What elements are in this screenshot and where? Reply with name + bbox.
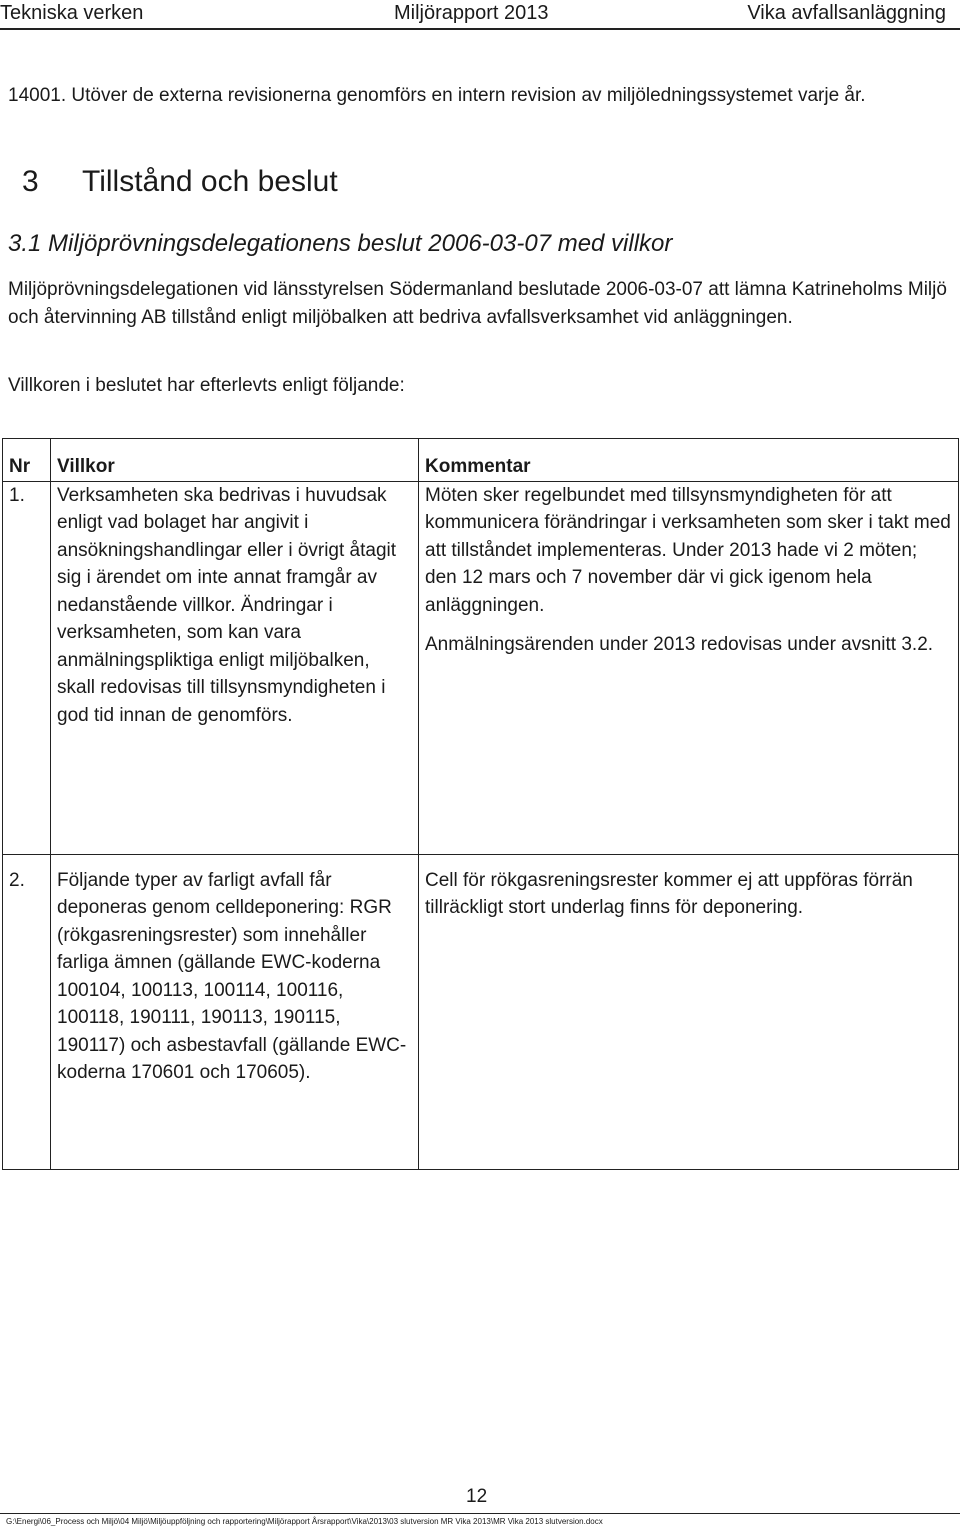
cell-nr: 1.	[3, 481, 51, 854]
comment-paragraph: Anmälningsärenden under 2013 redovisas under avsnitt 3.2.	[425, 634, 934, 655]
cell-villkor: Verksamheten ska bedrivas i huvudsak enligt vad bolaget har angivit i ansökningshandlingar eller i övrigt åtagit sig i ärendet om inte annat framgår av nedanstående villkor. Ändringar i verksamheten, som kan vara anmälningspliktiga enligt miljöbalken, skall redovisas till tillsynsmyndigheten i god tid innan de genomförs.	[51, 481, 419, 854]
header-site: Vika avfallsanläggning	[747, 2, 946, 24]
cell-nr: 2.	[3, 854, 51, 1169]
body-paragraph: Villkoren i beslutet har efterlevts enligt följande:	[8, 375, 405, 396]
section-title: Tillstånd och beslut	[82, 165, 338, 198]
section-heading	[22, 163, 338, 201]
intro-paragraph: 14001. Utöver de externa revisionerna genomförs en intern revision av miljöledningssystemet varje år.	[8, 85, 866, 106]
comment-paragraph: Cell för rökgasreningsrester kommer ej att uppföras förrän tillräckligt stort underlag finns för deponering.	[425, 869, 913, 918]
page-number: 12	[466, 1486, 488, 1507]
comment-paragraph: Möten sker regelbundet med tillsynsmyndigheten för att kommunicera förändringar i verksamheten som sker i takt med att tillståndet implementeras. Under 2013 hade vi 2 möten; den 12 mars och 7 november där vi gick igenom hela anläggningen.	[425, 484, 951, 616]
cell-villkor: Följande typer av farligt avfall får deponeras genom celldeponering: RGR (rökgasreningsrester) som innehåller farliga ämnen (gällande EWC-koderna 100104, 100113, 100114, 100116, 100118, 190111, 190113, 190115, 190117) och asbestavfall (gällande EWC-koderna 170601 och 170605).	[51, 854, 419, 1169]
footer-divider	[0, 1513, 960, 1514]
table-row	[3, 481, 959, 854]
subsection-heading: 3.1 Miljöprövningsdelegationens beslut 2006-03-07 med villkor	[8, 230, 673, 257]
body-paragraph: Miljöprövningsdelegationen vid länsstyrelsen Södermanland beslutade 2006-03-07 att lämna Katrineholms Miljö och återvinning AB tillstånd enligt miljöbalken att bedriva avfallsverksamhet vid anläggningen.	[8, 279, 947, 328]
section-number: 3	[22, 165, 39, 198]
column-header-nr: Nr	[3, 439, 51, 482]
conditions-table	[2, 438, 959, 1170]
footer-file-path: G:\Energi\06_Process och Miljö\04 Miljö\Miljöuppföljning och rapportering\Miljörapport Årsrapport\Vika\2013\03 slutversion MR Vika 2013\MR Vika 2013 slutversion.docx	[6, 1517, 603, 1526]
column-header-villkor: Villkor	[51, 439, 419, 482]
cell-kommentar	[419, 854, 959, 1169]
header-company: Tekniska verken	[0, 2, 144, 24]
table-row	[3, 854, 959, 1169]
page-header	[0, 0, 960, 30]
cell-kommentar	[419, 481, 959, 854]
table-header-row	[3, 439, 959, 482]
column-header-kommentar: Kommentar	[419, 439, 959, 482]
header-report-title: Miljörapport 2013	[394, 2, 549, 24]
